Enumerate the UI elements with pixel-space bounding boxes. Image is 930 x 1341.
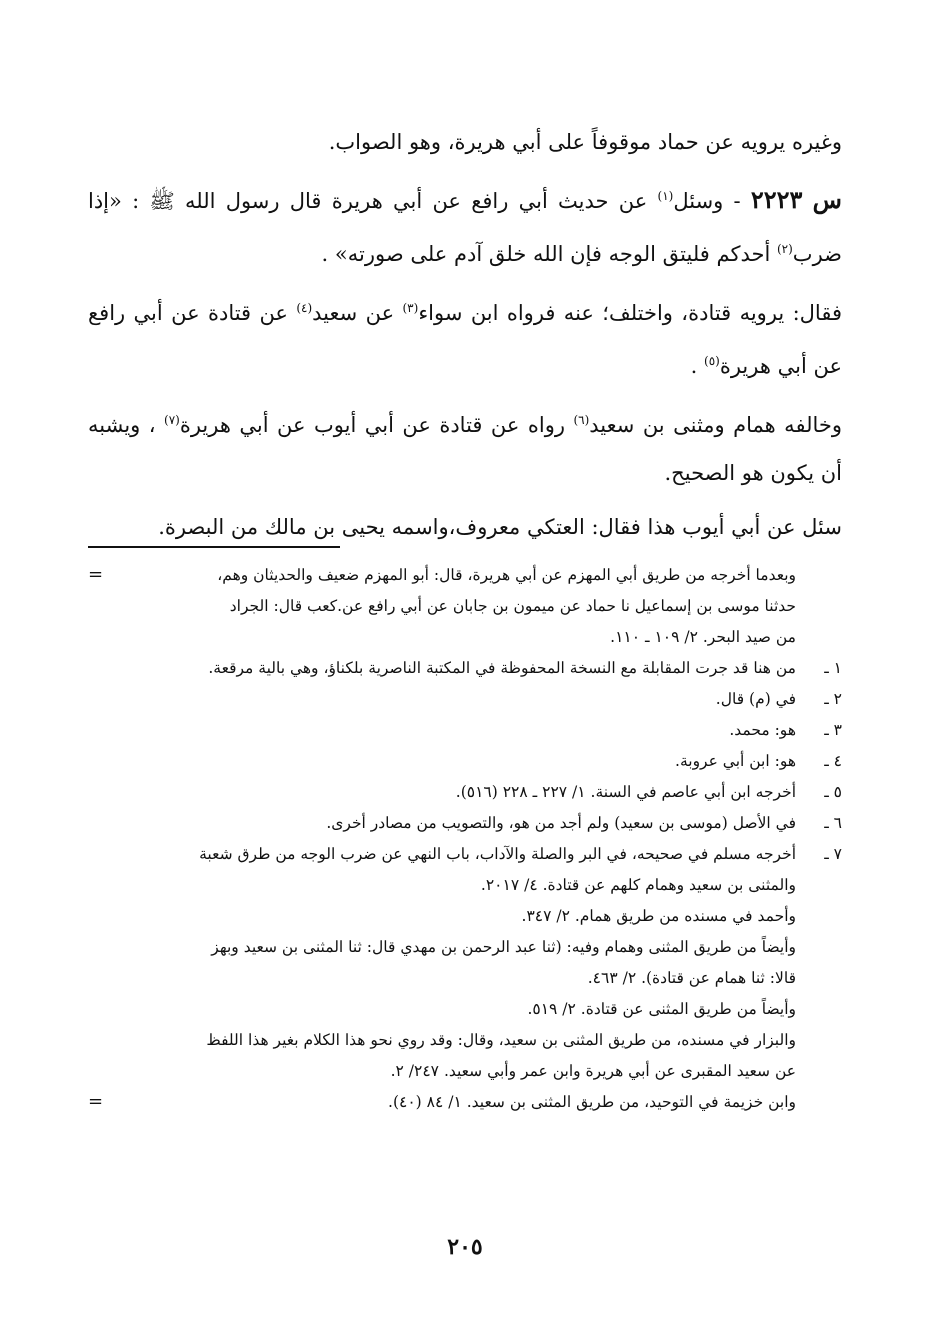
continuation-line: حدثنا موسى بن إسماعيل نا حماد عن ميمون بن جابان عن أبي رافع عن.كعب قال: الجراد — [229, 597, 796, 615]
footnote-ref-5[interactable]: (٥) — [704, 354, 720, 368]
footnote-text: أخرجه ابن أبي عاصم في السنة. ١/ ٢٢٧ ـ ٢٢٨ (٥١٦). — [455, 783, 796, 801]
opposition-text-a: وخالفه همام ومثنى بن سعيد — [589, 413, 842, 437]
footnote-text: في (م) قال. — [715, 690, 796, 708]
footnote-number: ١ ـ — [824, 659, 842, 677]
footnote-7 — [88, 839, 842, 870]
footnote-7-line: والمثنى بن سعيد وهمام كلهم عن قتادة. ٤/ ٢٠١٧. — [480, 876, 796, 894]
footnote-text: هو: محمد. — [729, 721, 796, 739]
footnote-5 — [88, 777, 842, 808]
footnotes — [88, 560, 842, 1118]
footnote-ref-2[interactable]: (٢) — [776, 242, 793, 256]
footnote-number: ٤ ـ — [824, 752, 842, 770]
closing-paragraph — [88, 503, 842, 551]
continuation-mark: = — [88, 564, 104, 585]
footnote-3 — [88, 715, 842, 746]
footnote-2 — [88, 684, 842, 715]
footnote-text: هو: ابن أبي عروبة. — [675, 752, 796, 770]
footnote-7-line: وأيضاً من طريق المثنى عن قتادة. ٢/ ٥١٩. — [527, 1000, 796, 1018]
footnote-ref-4[interactable]: (٤) — [296, 301, 313, 315]
footnote-number: ٣ ـ — [824, 721, 842, 739]
question-number: ٢٢٢٣ — [750, 185, 803, 214]
footnote-7-line: وأيضاً من طريق المثنى وهمام وفيه: (ثنا عبد الرحمن بن مهدي قال: ثنا المثنى بن سعيد وبهز — [211, 938, 796, 956]
paragraph-1-text: وغيره يرويه عن حماد موقوفاً على أبي هريرة، وهو الصواب. — [328, 130, 842, 154]
footnote-number: ٥ ـ — [824, 783, 842, 801]
answer-text-a: فقال: يرويه قتادة، واختلف؛ عنه فرواه ابن سواء — [418, 301, 842, 325]
question-prefix: س — [812, 185, 842, 214]
footnote-text: في الأصل (موسى بن سعيد) ولم أجد من هو، والتصويب من مصادر أخرى. — [326, 814, 796, 832]
footnote-7-line: عن سعيد المقبرى عن أبي هريرة وابن عمر وأبي سعيد. ٢٤٧/ ٢. — [390, 1062, 796, 1080]
footnote-4 — [88, 746, 842, 777]
footnote-7-line: وابن خزيمة في التوحيد، من طريق المثنى بن سعيد. ١/ ٨٤ (٤٠). — [388, 1093, 796, 1111]
opposition-text-b: رواه عن قتادة عن أبي أيوب عن أبي هريرة — [179, 413, 574, 437]
continuation-line: من صيد البحر. ٢/ ١٠٩ ـ ١١٠. — [610, 628, 796, 646]
footnote-ref-3[interactable]: (٣) — [402, 301, 419, 315]
answer-text-b: عن سعيد — [312, 301, 403, 325]
footnote-number: ٢ ـ — [824, 690, 842, 708]
footnote-number: ٦ ـ — [824, 814, 842, 832]
footnote-6 — [88, 808, 842, 839]
answer-text-d: . — [690, 354, 705, 378]
question-paragraph — [88, 172, 842, 278]
footnote-text: من هنا قد جرت المقابلة مع النسخة المحفوظة في المكتبة الناصرية بلكناؤ، وهي بالية مرقعة. — [208, 659, 796, 677]
footnote-7-line: وأحمد في مسنده من طريق همام. ٢/ ٣٤٧. — [521, 907, 796, 925]
footnote-divider — [88, 546, 340, 548]
hadith-text-a: «إذا ضرب — [88, 189, 842, 266]
footnote-ref-7[interactable]: (٧) — [164, 413, 180, 427]
answer-text-c: عن قتادة عن أبي رافع عن أبي هريرة — [88, 301, 842, 378]
footnote-1 — [88, 653, 842, 684]
continuation-end-mark: = — [88, 1091, 104, 1112]
closing-text: سئل عن أبي أيوب هذا فقال: العتكي معروف،واسمه يحيى بن مالك من البصرة. — [158, 515, 842, 539]
paragraph-1 — [88, 118, 842, 166]
footnote-7-line: والبزار في مسنده، من طريق المثنى بن سعيد، وقال: وقد روي نحو هذا الكلام بغير هذا اللفظ — [206, 1031, 796, 1049]
footnote-ref-6[interactable]: (٦) — [573, 413, 590, 427]
main-text — [88, 118, 842, 557]
opposition-paragraph — [88, 396, 842, 497]
continuation-line: وبعدما أخرجه من طريق أبي المهزم عن أبي هريرة، قال: أبو المهزم ضعيف والحديثان وهم، — [217, 566, 796, 584]
hadith-text-b: أحدكم فليتق الوجه فإن الله خلق آدم على صورته» . — [321, 242, 777, 266]
footnote-7-line: قالا: ثنا همام عن قتادة). ٢/ ٤٦٣. — [587, 969, 796, 987]
footnote-continuation — [88, 560, 842, 653]
opposition-text-c: ، ويشبه أن يكون هو الصحيح. — [88, 413, 842, 485]
answer-paragraph — [88, 284, 842, 390]
footnote-7-last — [88, 1087, 842, 1118]
page-number: ٢٠٥ — [447, 1234, 483, 1260]
footnote-number: ٧ ـ — [824, 845, 842, 863]
footnote-ref-1[interactable]: (١) — [657, 189, 674, 203]
footnote-text: أخرجه مسلم في صحيحه، في البر والصلة والآداب، باب النهي عن ضرب الوجه من طرق شعبة — [199, 845, 796, 863]
question-text-a: - وسئل — [673, 189, 741, 213]
question-text-b: عن حديث أبي رافع عن أبي هريرة قال رسول الله ﷺ : — [132, 189, 658, 213]
